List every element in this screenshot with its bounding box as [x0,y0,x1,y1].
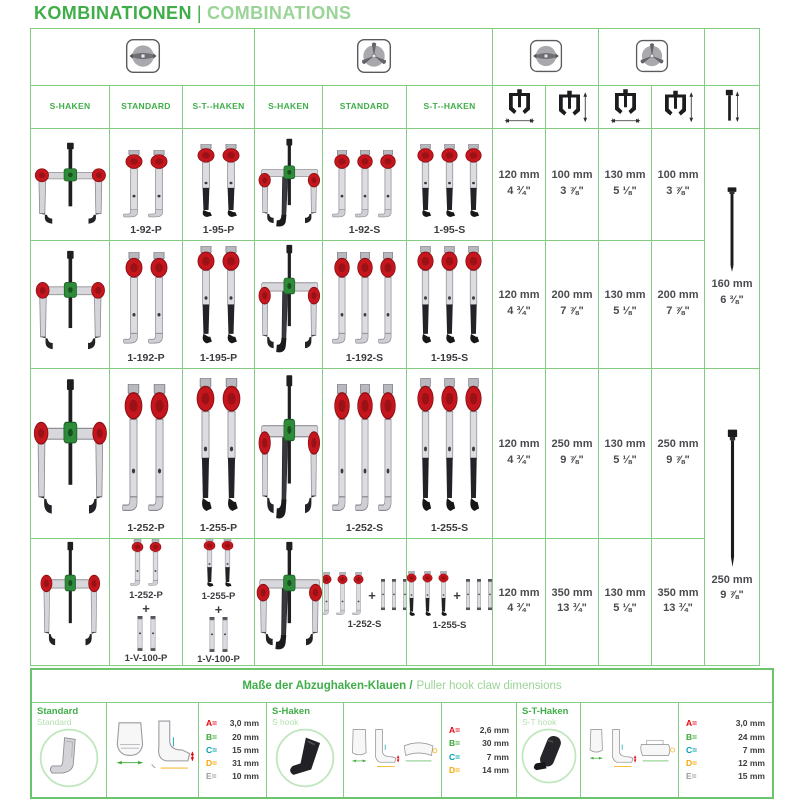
dim-row [686,717,765,729]
claw-group-s-haken-dims [442,702,517,797]
col-label-s-haken-3arm [255,86,323,129]
extension-image [475,579,483,611]
standard-hook-image [148,252,170,350]
hook-images [332,252,398,350]
st-hook-image [195,144,217,222]
claw-title-english: Puller hook claw dimensions [416,680,562,692]
dim-value: 20 mm [232,731,259,742]
standard-hook-image [332,150,352,222]
spindle-dim [712,573,753,604]
cell-r2-std3 [323,241,407,369]
spindle-length-icon [722,88,742,124]
col-label-st-haken-2arm [183,86,255,129]
standard-hook-image [355,252,375,350]
measure-cell [493,539,546,666]
cell-r1-puller2 [31,129,110,241]
col-label-text: STANDARD [339,101,390,111]
measure-inch: 4 ¾" [507,602,531,614]
measure-mm: 100 mm [657,169,699,182]
claw-group-s-haken-diagram [344,702,442,797]
col-label-standard-3arm [323,86,407,129]
measure-inch: 5 ⅛" [613,602,637,614]
spindle-header-empty [705,29,760,86]
measure-cell [599,539,652,666]
measure-cell [546,129,599,241]
col-label-text: S-HAKEN [268,101,309,111]
measure-mm: 130 mm [604,289,646,302]
standard-claw-diagram [110,717,196,783]
st-hook-claw-diagram [584,719,676,781]
dim-row [686,744,765,756]
plus-sign: + [142,600,150,616]
measure-cell [652,539,705,666]
product-code: 1-252-S [347,619,382,630]
st-hook-image [220,144,242,222]
dim-row [449,764,509,776]
spindle-image [724,187,740,273]
product-code: 1-95-P [202,224,235,236]
dim-key: E= [686,771,697,782]
claw-dimensions-title [32,670,772,702]
measure-mm: 120 mm [498,438,540,451]
measure-cell [493,241,546,369]
hook-images [415,246,484,350]
measure-cell [546,241,599,369]
st-hook-image [195,246,217,350]
dim-value: 2,6 mm [479,724,509,735]
st-hook-image [194,378,217,520]
cell-r3-st2 [183,369,255,539]
cell-r4-std3-combo [323,539,407,666]
puller-3arm-icon [356,38,392,74]
cell-r4-std2-combo [110,539,183,666]
plus-sign: + [453,587,461,603]
measure-cell [652,369,705,539]
col-label-s-haken-2arm [31,86,110,129]
claw-dimensions-table [30,668,774,799]
measure-inch: 3 ⅞" [560,184,584,197]
standard-hook-image [355,384,375,520]
product-code: 1-255-P [201,590,236,602]
cell-r1-st2 [183,129,255,241]
standard-hook-image [332,252,352,350]
claw-group-st-haken-label [517,702,581,797]
standard-claw-photo [38,727,100,789]
cell-r3-std3 [323,369,407,539]
extension-images [135,616,158,652]
cell-r3-st3 [407,369,493,539]
spindle-mm: 160 mm [711,278,753,291]
dim-value: 15 mm [232,744,259,755]
product-code: 1-195-P [199,352,238,364]
col-label-standard-2arm [110,86,183,129]
dim-value: 7 mm [486,751,509,762]
st-hook-image [463,144,484,222]
measure-cell [599,129,652,241]
combo-group [323,572,407,618]
standard-hook-image [148,384,171,520]
standard-hook-image [148,539,163,589]
dim-key: D= [206,758,218,769]
claw-group-standard-label [32,702,107,797]
standard-hook-image [323,572,333,618]
product-code: 1-95-S [433,224,466,236]
dim-value: 3,0 mm [735,718,765,729]
dim-key: D= [686,758,698,769]
page-title [34,3,351,24]
cell-r4-st2-combo [183,539,255,666]
st-hook-image [439,144,460,222]
standard-hook-image [378,150,398,222]
dim-value: 3,0 mm [229,718,259,729]
st-hook-image [415,246,436,350]
dim-key: D= [449,764,461,775]
title-german: KOMBINATIONEN [34,3,192,23]
dim-value: 12 mm [738,758,765,769]
product-code: 1-195-S [430,352,469,364]
st-hook-image [220,539,235,590]
measure-cell [493,129,546,241]
measure-cell [652,129,705,241]
measure-mm: 120 mm [498,169,540,182]
claw-group-name: S-Haken [272,706,311,717]
cell-r3-puller2 [31,369,110,539]
hook-images [123,252,170,350]
cell-r2-st2 [183,241,255,369]
spindle-cell-250 [705,369,760,666]
glyph-reach-2arm [546,86,599,129]
product-code: 1-92-P [130,224,162,236]
standard-hook-image [332,384,352,520]
measure-inch: 3 ⅞" [666,184,690,197]
dim-key: C= [686,744,698,755]
measure-cell [599,369,652,539]
dim-row [206,744,259,756]
col-label-text: S-T--HAKEN [423,101,476,111]
claw-title-german: Maße der Abzughaken-Klauen / [242,680,413,692]
hook-images [195,144,242,222]
spindle-cell-160 [705,129,760,369]
dim-row [206,717,259,729]
cell-r3-std2 [110,369,183,539]
measure-inch: 5 ⅛" [613,184,637,197]
cell-r2-puller2 [31,241,110,369]
dim-value: 31 mm [232,758,259,769]
puller-2arm-image [39,541,101,661]
measure-inch: 4 ¾" [507,453,531,466]
claw-group-name: S-T-Haken [522,706,569,717]
measure-inch: 9 ⅞" [666,453,690,466]
dim-row [449,751,509,763]
glyph-span-2arm [493,86,546,129]
dim-row [686,770,765,782]
measure-inch: 7 ⅞" [560,304,584,317]
group-header-2arm [31,29,255,86]
product-code: 1-252-P [129,589,163,601]
spindle-dim [712,277,753,308]
extension-image [390,579,398,611]
dim-key: B= [686,731,698,742]
puller-2arm-image [32,378,108,534]
dim-key: C= [206,744,218,755]
st-hook-image [439,246,460,350]
hook-images [407,571,450,619]
st-hook-image [220,378,243,520]
col-label-text: S-T--HAKEN [192,101,245,111]
dim-row [206,770,259,782]
product-code: 1-255-S [430,522,469,534]
measure-inch: 9 ⅞" [560,453,584,466]
dim-key: B= [206,731,218,742]
extension-image [464,579,472,611]
st-hook-image [415,144,436,222]
puller-3arm-image [257,374,321,534]
product-code: 1-255-S [432,620,467,631]
claw-group-name-en: S hook [272,717,299,727]
measure-inch: 5 ⅛" [613,453,637,466]
st-hook-image [421,571,434,619]
st-hook-image [463,378,484,520]
cell-r4-st3-combo [407,539,493,666]
col-label-text: S-HAKEN [49,101,91,111]
st-hook-image [439,378,460,520]
hook-images [332,150,398,222]
hook-images [130,539,163,589]
dim-key: E= [206,771,217,782]
puller-2arm-icon [529,39,563,73]
extension-images [207,617,230,653]
measure-header-2arm [493,29,599,86]
claw-group-st-haken-dims [679,702,772,797]
title-divider: | [196,3,202,23]
claw-group-name-en: S-T hook [522,717,557,727]
hook-images [123,150,170,222]
measure-inch: 5 ⅛" [613,304,637,317]
col-label-text: STANDARD [121,101,171,111]
cell-r4-puller3 [255,539,323,666]
standard-hook-image [130,539,145,589]
st-hook-image [437,571,450,619]
dim-key: C= [449,751,461,762]
measure-cell [493,369,546,539]
product-code: 1-252-S [345,522,384,534]
cell-r2-st3 [407,241,493,369]
cell-r2-std2 [110,241,183,369]
standard-hook-image [378,384,398,520]
measure-cell [599,241,652,369]
product-code: 1-92-S [348,224,381,236]
standard-hook-image [148,150,170,222]
dim-key: B= [449,738,461,749]
st-hook-image [415,378,436,520]
dim-key: A= [449,724,461,735]
cell-r1-std2 [110,129,183,241]
measure-mm: 350 mm [657,586,699,599]
cell-r1-puller3 [255,129,323,241]
dim-key: A= [686,718,698,729]
claw-group-standard-dims [199,702,267,797]
standard-hook-image [378,252,398,350]
s-hook-claw-diagram [347,719,439,781]
col-label-st-haken-3arm [407,86,493,129]
hook-images [122,384,171,520]
puller-2arm-image [34,250,106,364]
standard-hook-image [336,572,349,618]
cell-r3-puller3 [255,369,323,539]
dim-row [686,757,765,769]
plus-sign: + [214,601,223,617]
dim-key: A= [206,718,218,729]
dim-row [686,731,765,743]
spindle-mm: 250 mm [711,573,753,586]
reach-depth-icon [556,89,589,124]
span-width-icon [503,89,536,124]
dim-value: 30 mm [482,738,509,749]
st-hook-claw-photo [520,727,578,785]
dim-row [206,757,259,769]
cell-r2-puller3 [255,241,323,369]
hook-images [415,144,484,222]
claw-group-s-haken-label [267,702,344,797]
span-width-icon [609,89,642,124]
st-hook-image [202,539,217,590]
puller-3arm-image [255,541,323,661]
measure-mm: 250 mm [657,438,699,451]
measure-inch: 7 ⅞" [666,304,690,317]
extension-image [207,617,217,653]
cell-r1-std3 [323,129,407,241]
glyph-spindle-length [705,86,760,129]
measure-mm: 130 mm [604,169,646,182]
title-english: COMBINATIONS [206,3,352,23]
claw-group-name: Standard [37,706,79,717]
product-code: 1-V-100-P [197,653,240,665]
hook-images [332,384,398,520]
claw-group-standard-diagram [107,702,199,797]
measure-mm: 200 mm [551,289,593,302]
standard-hook-image [355,150,375,222]
measure-inch: 4 ¾" [507,184,531,197]
product-code: 1-252-P [127,522,165,534]
extension-image [379,579,387,611]
extension-image [148,616,158,652]
dim-row [206,731,259,743]
combo-group [407,571,493,619]
measure-inch: 13 ¾" [557,602,587,614]
extension-images [379,579,407,611]
dim-value: 24 mm [738,731,765,742]
dim-value: 7 mm [742,744,765,755]
st-hook-image [220,246,242,350]
st-hook-image [463,246,484,350]
puller-2arm-image [33,142,107,236]
product-code: 1-V-100-P [124,652,168,664]
dim-value: 14 mm [482,764,509,775]
glyph-reach-3arm [652,86,705,129]
standard-hook-image [123,150,145,222]
measure-mm: 130 mm [604,438,646,451]
standard-hook-image [123,252,145,350]
measure-cell [546,539,599,666]
extension-image [135,616,145,652]
reach-depth-icon [662,89,695,124]
cell-r1-st3 [407,129,493,241]
standard-hook-image [352,572,365,618]
dim-value: 10 mm [232,771,259,782]
puller-3arm-image [257,244,321,364]
hook-images [194,378,243,520]
measure-mm: 200 mm [657,289,699,302]
spindle-inch: 9 ⅞" [720,589,744,601]
hook-images [195,246,242,350]
extension-images [464,579,493,611]
extension-image [486,579,493,611]
hook-images [323,572,365,618]
measure-mm: 250 mm [551,438,593,451]
hook-images [415,378,484,520]
measure-inch: 13 ¾" [663,602,693,614]
measure-mm: 130 mm [604,586,646,599]
plus-sign: + [368,587,376,603]
combinations-table [30,28,760,666]
group-header-3arm [255,29,493,86]
spindle-image [724,429,741,569]
dim-row [449,737,509,749]
measure-cell [652,241,705,369]
measure-cell [546,369,599,539]
measure-mm: 120 mm [498,586,540,599]
standard-hook-image [122,384,145,520]
puller-2arm-icon [125,38,161,74]
measure-header-3arm [599,29,705,86]
dim-value: 15 mm [738,771,765,782]
spindle-inch: 6 ⅜" [720,293,744,306]
claw-group-name-en: Standard [37,717,72,727]
product-code: 1-192-P [127,352,165,364]
measure-mm: 350 mm [551,586,593,599]
extension-image [220,617,230,653]
s-hook-claw-photo [274,727,336,789]
puller-3arm-icon [635,39,669,73]
measure-inch: 4 ¾" [507,304,531,317]
glyph-span-3arm [599,86,652,129]
puller-3arm-image [257,138,321,236]
measure-mm: 100 mm [551,169,593,182]
st-hook-image [407,571,418,619]
measure-mm: 120 mm [498,289,540,302]
cell-r4-puller2 [31,539,110,666]
product-code: 1-192-S [345,352,384,364]
dim-row [449,724,509,736]
product-code: 1-255-P [199,522,238,534]
hook-images [202,539,235,590]
claw-group-st-haken-diagram [581,702,679,797]
